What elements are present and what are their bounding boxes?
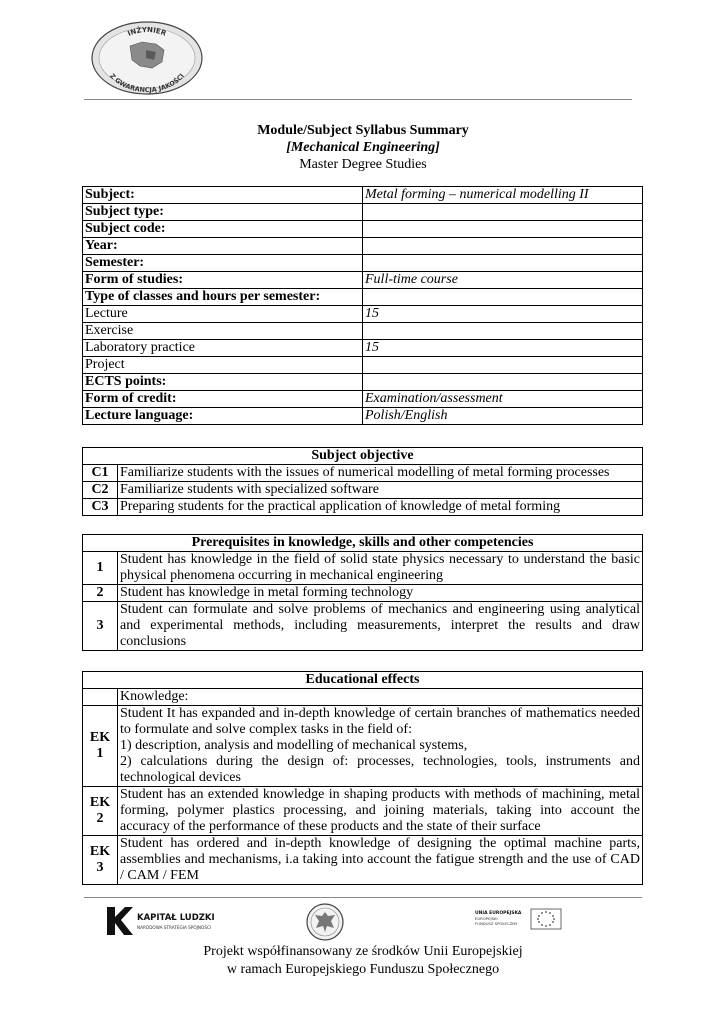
info-label: Exercise [83, 323, 363, 340]
kapital-subtitle: NARODOWA STRATEGIA SPÓJNOŚCI [137, 925, 212, 930]
table-row [83, 602, 643, 651]
info-label: Semester: [83, 255, 363, 272]
table-row [83, 836, 643, 885]
objective-code: C1 [83, 465, 118, 482]
logo-bottom-text: Z GWARANCJĄ JAKOŚCI [108, 71, 186, 95]
effect-text: Student has ordered and in-depth knowledge of designing the optimal machine parts, assemblies and mechanisms, i.a taking into account the fatigue strength and the use of CAD / CAM / FEM [118, 836, 643, 885]
footer-line1: Projekt współfinansowany ze środków Unii Europejskiej [203, 944, 523, 959]
table-row [83, 238, 643, 255]
footer-text [84, 943, 642, 979]
info-value: Polish/English [363, 408, 643, 425]
prerequisite-number: 1 [83, 552, 118, 585]
table-row [83, 374, 643, 391]
table-row [83, 465, 643, 482]
ue-line2: EUROPEJSKI [475, 916, 498, 921]
prerequisite-number: 3 [83, 602, 118, 651]
knowledge-label: Knowledge: [118, 689, 643, 706]
info-value [363, 204, 643, 221]
info-value: 15 [363, 340, 643, 357]
info-label: Laboratory practice [83, 340, 363, 357]
doc-level: Master Degree Studies [299, 157, 427, 172]
doc-field: [Mechanical Engineering] [286, 140, 440, 155]
table-header-row [83, 448, 643, 465]
info-value [363, 323, 643, 340]
table-row [83, 391, 643, 408]
table-row [83, 706, 643, 787]
table-row [83, 221, 643, 238]
prerequisite-text: Student can formulate and solve problems of mechanics and engineering using analytical and experimental methods, including measurements, interpret the results and draw conclusions [118, 602, 643, 651]
header-divider [84, 99, 632, 100]
table-row [83, 482, 643, 499]
effect-text: Student It has expanded and in-depth knowledge of certain branches of mathematics needed to formulate and solve complex tasks in the field of: 1) description, analysis and modelling of mechanical systems, 2) calculations during the design of: processes, technologies, tools, instruments and technological devices [118, 706, 643, 787]
logo-top-text: INŻYNIER [126, 25, 168, 38]
info-value [363, 238, 643, 255]
eu-social-fund-logo [475, 907, 565, 931]
info-value: Full-time course [363, 272, 643, 289]
polish-eagle-emblem [305, 902, 345, 942]
info-label: Type of classes and hours per semester: [83, 289, 363, 306]
info-value [363, 289, 643, 306]
table-row [83, 408, 643, 425]
engineer-quality-logo [90, 20, 204, 96]
prerequisites-table [82, 534, 643, 651]
info-value [363, 255, 643, 272]
info-label: Subject code: [83, 221, 363, 238]
info-value: Examination/assessment [363, 391, 643, 408]
info-label: Project [83, 357, 363, 374]
document-titles [84, 122, 642, 173]
subject-info-table [82, 186, 643, 425]
table-row [83, 499, 643, 516]
prerequisite-text: Student has knowledge in metal forming technology [118, 585, 643, 602]
table-row [83, 255, 643, 272]
table-row [83, 204, 643, 221]
table-row [83, 272, 643, 289]
table-row [83, 340, 643, 357]
table-row [83, 289, 643, 306]
footer-divider [84, 897, 642, 898]
info-value: Metal forming – numerical modelling II [363, 187, 643, 204]
table-row [83, 689, 643, 706]
objectives-table [82, 447, 643, 516]
objective-text: Preparing students for the practical application of knowledge of metal forming [118, 499, 643, 516]
info-label: Lecture language: [83, 408, 363, 425]
info-label: ECTS points: [83, 374, 363, 391]
table-row [83, 306, 643, 323]
effect-text: Student has an extended knowledge in shaping products with methods of machining, metal forming, polymer plastics processing, and joining materials, taking into account the accuracy of the performance of these products and the state of their surface [118, 787, 643, 836]
info-label: Subject: [83, 187, 363, 204]
table-row [83, 187, 643, 204]
prerequisite-text: Student has knowledge in the field of solid state physics necessary to understand the basic physical phenomena occurring in mechanical engineering [118, 552, 643, 585]
educational-effects-table [82, 671, 643, 885]
info-label: Form of studies: [83, 272, 363, 289]
objectives-title: Subject objective [83, 448, 643, 465]
info-value [363, 374, 643, 391]
effect-code: EK 1 [83, 706, 118, 787]
info-value [363, 357, 643, 374]
info-label: Form of credit: [83, 391, 363, 408]
info-label: Year: [83, 238, 363, 255]
doc-title: Module/Subject Syllabus Summary [257, 123, 469, 138]
ue-line3: FUNDUSZ SPOŁECZNY [475, 921, 518, 926]
info-label: Subject type: [83, 204, 363, 221]
prerequisite-number: 2 [83, 585, 118, 602]
table-header-row [83, 672, 643, 689]
info-value [363, 221, 643, 238]
kapital-title: KAPITAŁ LUDZKI [137, 913, 215, 923]
effect-code: EK 3 [83, 836, 118, 885]
objective-text: Familiarize students with the issues of numerical modelling of metal forming processes [118, 465, 643, 482]
footer-line2: w ramach Europejskiego Funduszu Społecznego [226, 962, 500, 977]
ue-line1: UNIA EUROPEJSKA [475, 911, 522, 916]
table-header-row [83, 535, 643, 552]
info-value: 15 [363, 306, 643, 323]
objective-text: Familiarize students with specialized software [118, 482, 643, 499]
effects-title: Educational effects [83, 672, 643, 689]
table-row [83, 357, 643, 374]
prerequisites-title: Prerequisites in knowledge, skills and other competencies [83, 535, 643, 552]
table-row [83, 787, 643, 836]
table-row [83, 552, 643, 585]
table-row [83, 585, 643, 602]
kapital-ludzki-logo [101, 903, 227, 939]
objective-code: C3 [83, 499, 118, 516]
table-row [83, 323, 643, 340]
effect-code: EK 2 [83, 787, 118, 836]
objective-code: C2 [83, 482, 118, 499]
info-label: Lecture [83, 306, 363, 323]
